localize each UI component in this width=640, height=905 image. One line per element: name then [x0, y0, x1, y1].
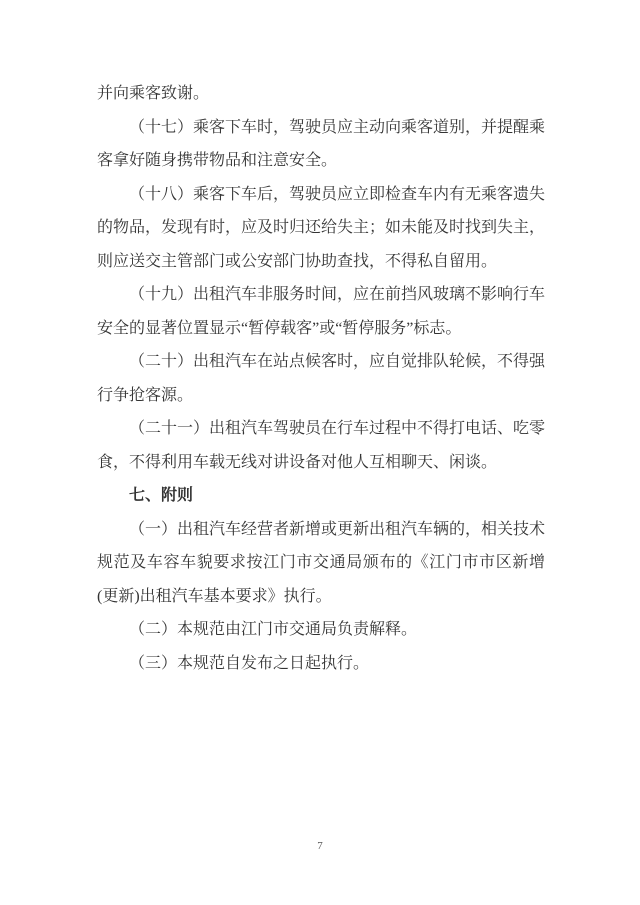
- paragraph-item-20: （二十）出租汽车在站点候客时，应自觉排队轮候，不得强行争抢客源。: [97, 353, 546, 404]
- page-number: 7: [317, 840, 323, 852]
- paragraph-item-1: （一）出租汽车经营者新增或更新出租汽车辆的，相关技术规范及车容车貌要求按江门市交通局颁布的《江门市市区新增(更新)出租汽车基本要求》执行。: [97, 520, 546, 605]
- section-heading-supplementary-provisions: 七、附则: [129, 487, 194, 504]
- paragraph-item-18: （十八）乘客下车后，驾驶员应立即检查车内有无乘客遗失的物品，发现有时，应及时归还给失主；如未能及时找到失主，则应送交主管部门或公安部门协助查找，不得私自留用。: [97, 185, 546, 270]
- paragraph-continuation: 并向乘客致谢。: [97, 85, 210, 102]
- paragraph-item-3: （三）本规范自发布之日起执行。: [129, 654, 370, 672]
- paragraph-item-2: （二）本规范由江门市交通局负责解释。: [129, 621, 418, 638]
- paragraph-item-19: （十九）出租汽车非服务时间，应在前挡风玻璃不影响行车安全的显著位置显示“暂停载客”或“暂停服务”标志。: [97, 286, 546, 337]
- paragraph-item-17: （十七）乘客下车时，驾驶员应主动向乘客道别，并提醒乘客拿好随身携带物品和注意安全。: [97, 118, 546, 169]
- document-body: [97, 77, 545, 680]
- paragraph-item-21: （二十一）出租汽车驾驶员在行车过程中不得打电话、吃零食，不得利用车载无线对讲设备对他人互相聊天、闲谈。: [97, 420, 546, 471]
